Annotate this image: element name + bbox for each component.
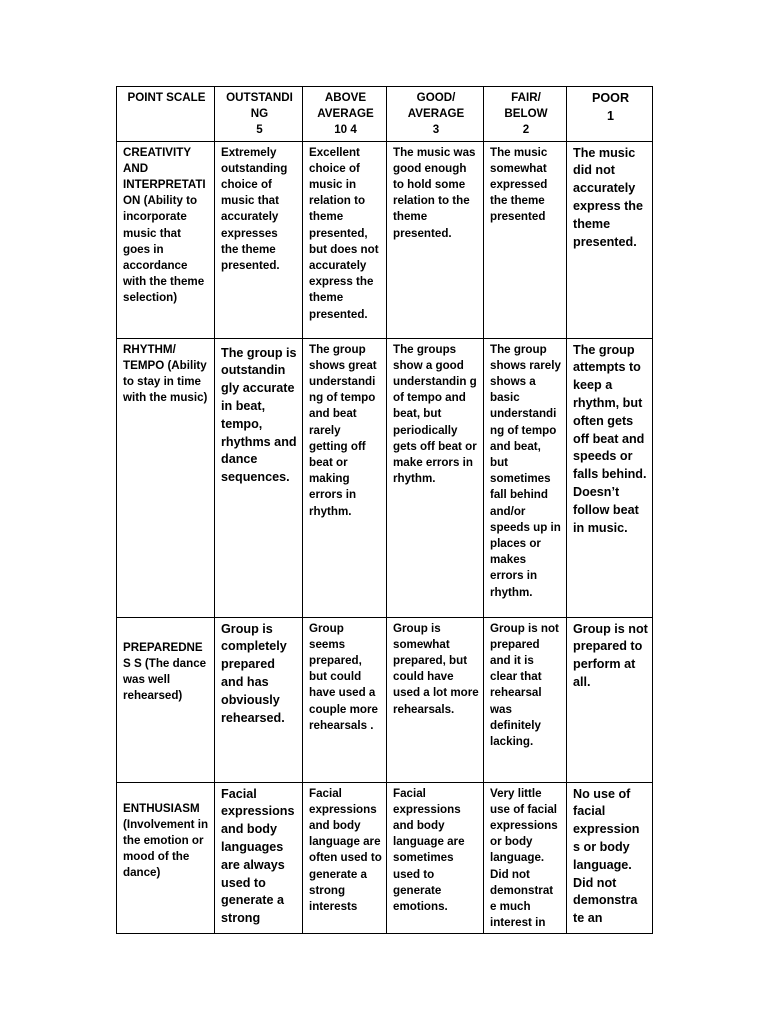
rubric-table (116, 86, 653, 934)
outstanding-cell: Extremely outstanding choice of music that accurately expresses the theme presented. (215, 141, 303, 338)
outstanding-cell: Facial expressions and body languages are always used to generate a strong (215, 782, 303, 934)
above-average-cell: The group shows great understandi ng of tempo and beat rarely getting off beat or making errors in rhythm. (303, 338, 387, 617)
header-above-average-score: 10 4 (334, 123, 357, 137)
rubric-row-preparedness (117, 617, 653, 782)
criterion-cell: PREPAREDNES S (The dance was well rehearsed) (117, 617, 215, 782)
good-cell: Group is somewhat prepared, but could have used a lot more rehearsals. (387, 617, 484, 782)
header-poor-line: POOR (591, 91, 630, 105)
poor-cell: The group attempts to keep a rhythm, but often gets off beat and speeds or falls behind. Doesn’t follow beat in music. (567, 338, 653, 617)
outstanding-cell: Group is completely prepared and has obviously rehearsed. (215, 617, 303, 782)
header-fair-line: BELOW (504, 107, 548, 121)
rubric-row-creativity (117, 141, 653, 338)
outstanding-cell: The group is outstandin gly accurate in beat, tempo, rhythms and dance sequences. (215, 338, 303, 617)
header-outstanding-line: OUTSTANDI (226, 91, 293, 104)
header-outstanding (215, 87, 303, 142)
above-average-cell: Group seems prepared, but could have used a couple more rehearsals . (303, 617, 387, 782)
criterion-cell: RHYTHM/ TEMPO (Ability to stay in time with the music) (117, 338, 215, 617)
above-average-cell: Facial expressions and body language are often used to generate a strong interests (303, 782, 387, 934)
header-fair-line: FAIR/ (511, 91, 541, 104)
header-good (387, 87, 484, 142)
header-point-scale (117, 87, 215, 142)
criterion-cell: CREATIVITY AND INTERPRETATI ON (Ability to incorporate music that goes in accordance with the theme selection) (117, 141, 215, 338)
criterion-cell: ENTHUSIASM (Involvement in the emotion or mood of the dance) (117, 782, 215, 934)
header-above-average-line: AVERAGE (317, 107, 374, 121)
header-point-scale-label: POINT SCALE (127, 91, 206, 104)
rubric-row-enthusiasm (117, 782, 653, 934)
good-cell: The groups show a good understandin g of tempo and beat, but periodically gets off beat or make errors in rhythm. (387, 338, 484, 617)
header-good-score: 3 (432, 123, 440, 137)
header-good-line: GOOD/ (416, 91, 456, 104)
header-fair-score: 2 (522, 123, 530, 137)
header-row (117, 87, 653, 142)
header-fair (484, 87, 567, 142)
header-good-line: AVERAGE (407, 107, 465, 121)
poor-cell: The music did not accurately express the theme presented. (567, 141, 653, 338)
fair-cell: Very little use of facial expressions or body language. Did not demonstrat e much interest in (484, 782, 567, 934)
fair-cell: The group shows rarely shows a basic understandi ng of tempo and beat, but sometimes fall behind and/or speeds up in places or makes errors in rhythm. (484, 338, 567, 617)
poor-cell: Group is not prepared to perform at all. (567, 617, 653, 782)
header-above-average-line: ABOVE (324, 91, 367, 104)
header-poor (567, 87, 653, 142)
rubric-row-rhythm (117, 338, 653, 617)
good-cell: The music was good enough to hold some relation to the theme presented. (387, 141, 484, 338)
poor-cell: No use of facial expression s or body language. Did not demonstra te an (567, 782, 653, 934)
above-average-cell: Excellent choice of music in relation to theme presented, but does not accurately express the theme presented. (303, 141, 387, 338)
fair-cell: Group is not prepared and it is clear that rehearsal was definitely lacking. (484, 617, 567, 782)
header-outstanding-line: NG (250, 107, 269, 121)
fair-cell: The music somewhat expressed the theme presented (484, 141, 567, 338)
header-poor-score: 1 (606, 108, 614, 123)
good-cell: Facial expressions and body language are sometimes used to generate emotions. (387, 782, 484, 934)
header-above-average (303, 87, 387, 142)
header-outstanding-score: 5 (256, 123, 263, 137)
